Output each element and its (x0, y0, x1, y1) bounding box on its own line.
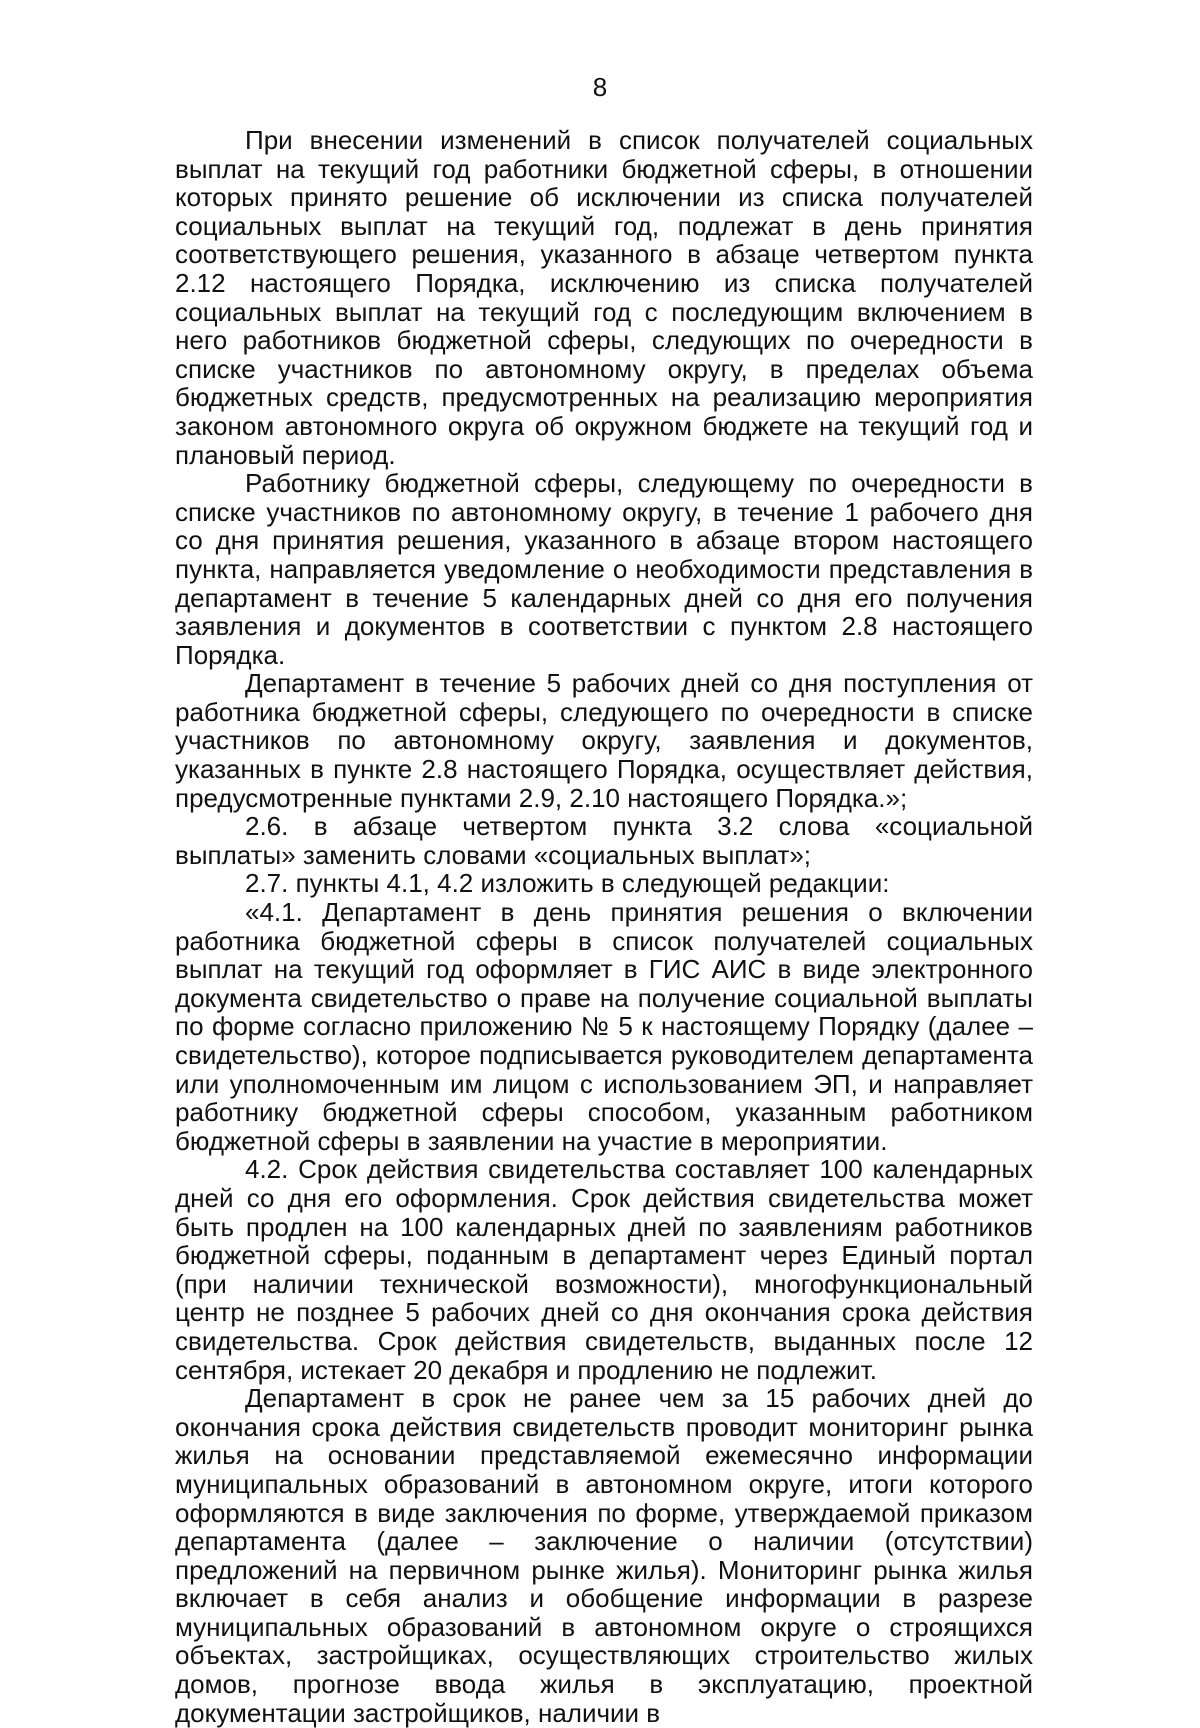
page-number: 8 (592, 72, 608, 102)
paragraph-notification: Работнику бюджетной сферы, следующему по очередности в списке участников по автономному округу, в течение 1 рабочего дня со дня принятия решения, указанного в абзаце втором настоящего пункта, направляется уведомление о необходимости представления в департамент в течение 5 календарных дней со дня его получения заявления и документов в соответствии с пунктом 2.8 настоящего Порядка. (175, 468, 1033, 670)
paragraph-item-2-7: 2.7. пункты 4.1, 4.2 изложить в следующей редакции: (245, 868, 890, 899)
document-body (175, 126, 1033, 1727)
paragraph-market-monitoring: Департамент в срок не ранее чем за 15 рабочих дней до окончания срока действия свидетельств проводит мониторинг рынка жилья на основании представляемой ежемесячно информации муниципальных образований в автономном округе, итоги которого оформляются в виде заключения по форме, утверждаемой приказом департамента (далее – заключение о наличии (отсутствии) предложений на первичном рынке жилья). Мониторинг рынка жилья включает в себя анализ и обобщение информации в разрезе муниципальных образований в автономном округе о строящихся объектах, застройщиках, осуществляющих строительство жилых домов, прогнозе ввода жилья в эксплуатацию, проектной документации застройщиков, наличии в (175, 1383, 1033, 1728)
paragraph-item-2-6: 2.6. в абзаце четвертом пункта 3.2 слова «социальной выплаты» заменить словами «социальных выплат»; (175, 811, 1033, 870)
paragraph-item-4-1: «4.1. Департамент в день принятия решения о включении работника бюджетной сферы в список получателей социальных выплат на текущий год оформляет в ГИС АИС в виде электронного документа свидетельство о праве на получение социальной выплаты по форме согласно приложению № 5 к настоящему Порядку (далее – свидетельство), которое подписывается руководителем департамента или уполномоченным им лицом с использованием ЭП, и направляет работнику бюджетной сферы способом, указанным работником бюджетной сферы в заявлении на участие в мероприятии. (175, 897, 1033, 1156)
paragraph-department-actions: Департамент в течение 5 рабочих дней со дня поступления от работника бюджетной сферы, следующего по очередности в списке участников по автономному округу, заявления и документов, указанных в пункте 2.8 настоящего Порядка, осуществляет действия, предусмотренные пунктами 2.9, 2.10 настоящего Порядка.»; (175, 668, 1033, 813)
paragraph-item-4-2: 4.2. Срок действия свидетельства составляет 100 календарных дней со дня его оформления. Срок действия свидетельства может быть продлен на 100 календарных дней по заявлениям работников бюджетной сферы, поданным в департамент через Единый портал (при наличии технической возможности), многофункциональный центр не позднее 5 рабочих дней со дня окончания срока действия свидетельства. Срок действия свидетельств, выданных после 12 сентября, истекает 20 декабря и продлению не подлежит. (175, 1154, 1033, 1385)
paragraph-exclusion-from-list: При внесении изменений в список получателей социальных выплат на текущий год работники бюджетной сферы, в отношении которых принято решение об исключении из списка получателей социальных выплат на текущий год, подлежат в день принятия соответствующего решения, указанного в абзаце четвертом пункта 2.12 настоящего Порядка, исключению из списка получателей социальных выплат на текущий год с последующим включением в него работников бюджетной сферы, следующих по очередности в списке участников по автономному округу, в пределах объема бюджетных средств, предусмотренных на реализацию мероприятия законом автономного округа об окружном бюджете на текущий год и плановый период. (175, 125, 1033, 470)
